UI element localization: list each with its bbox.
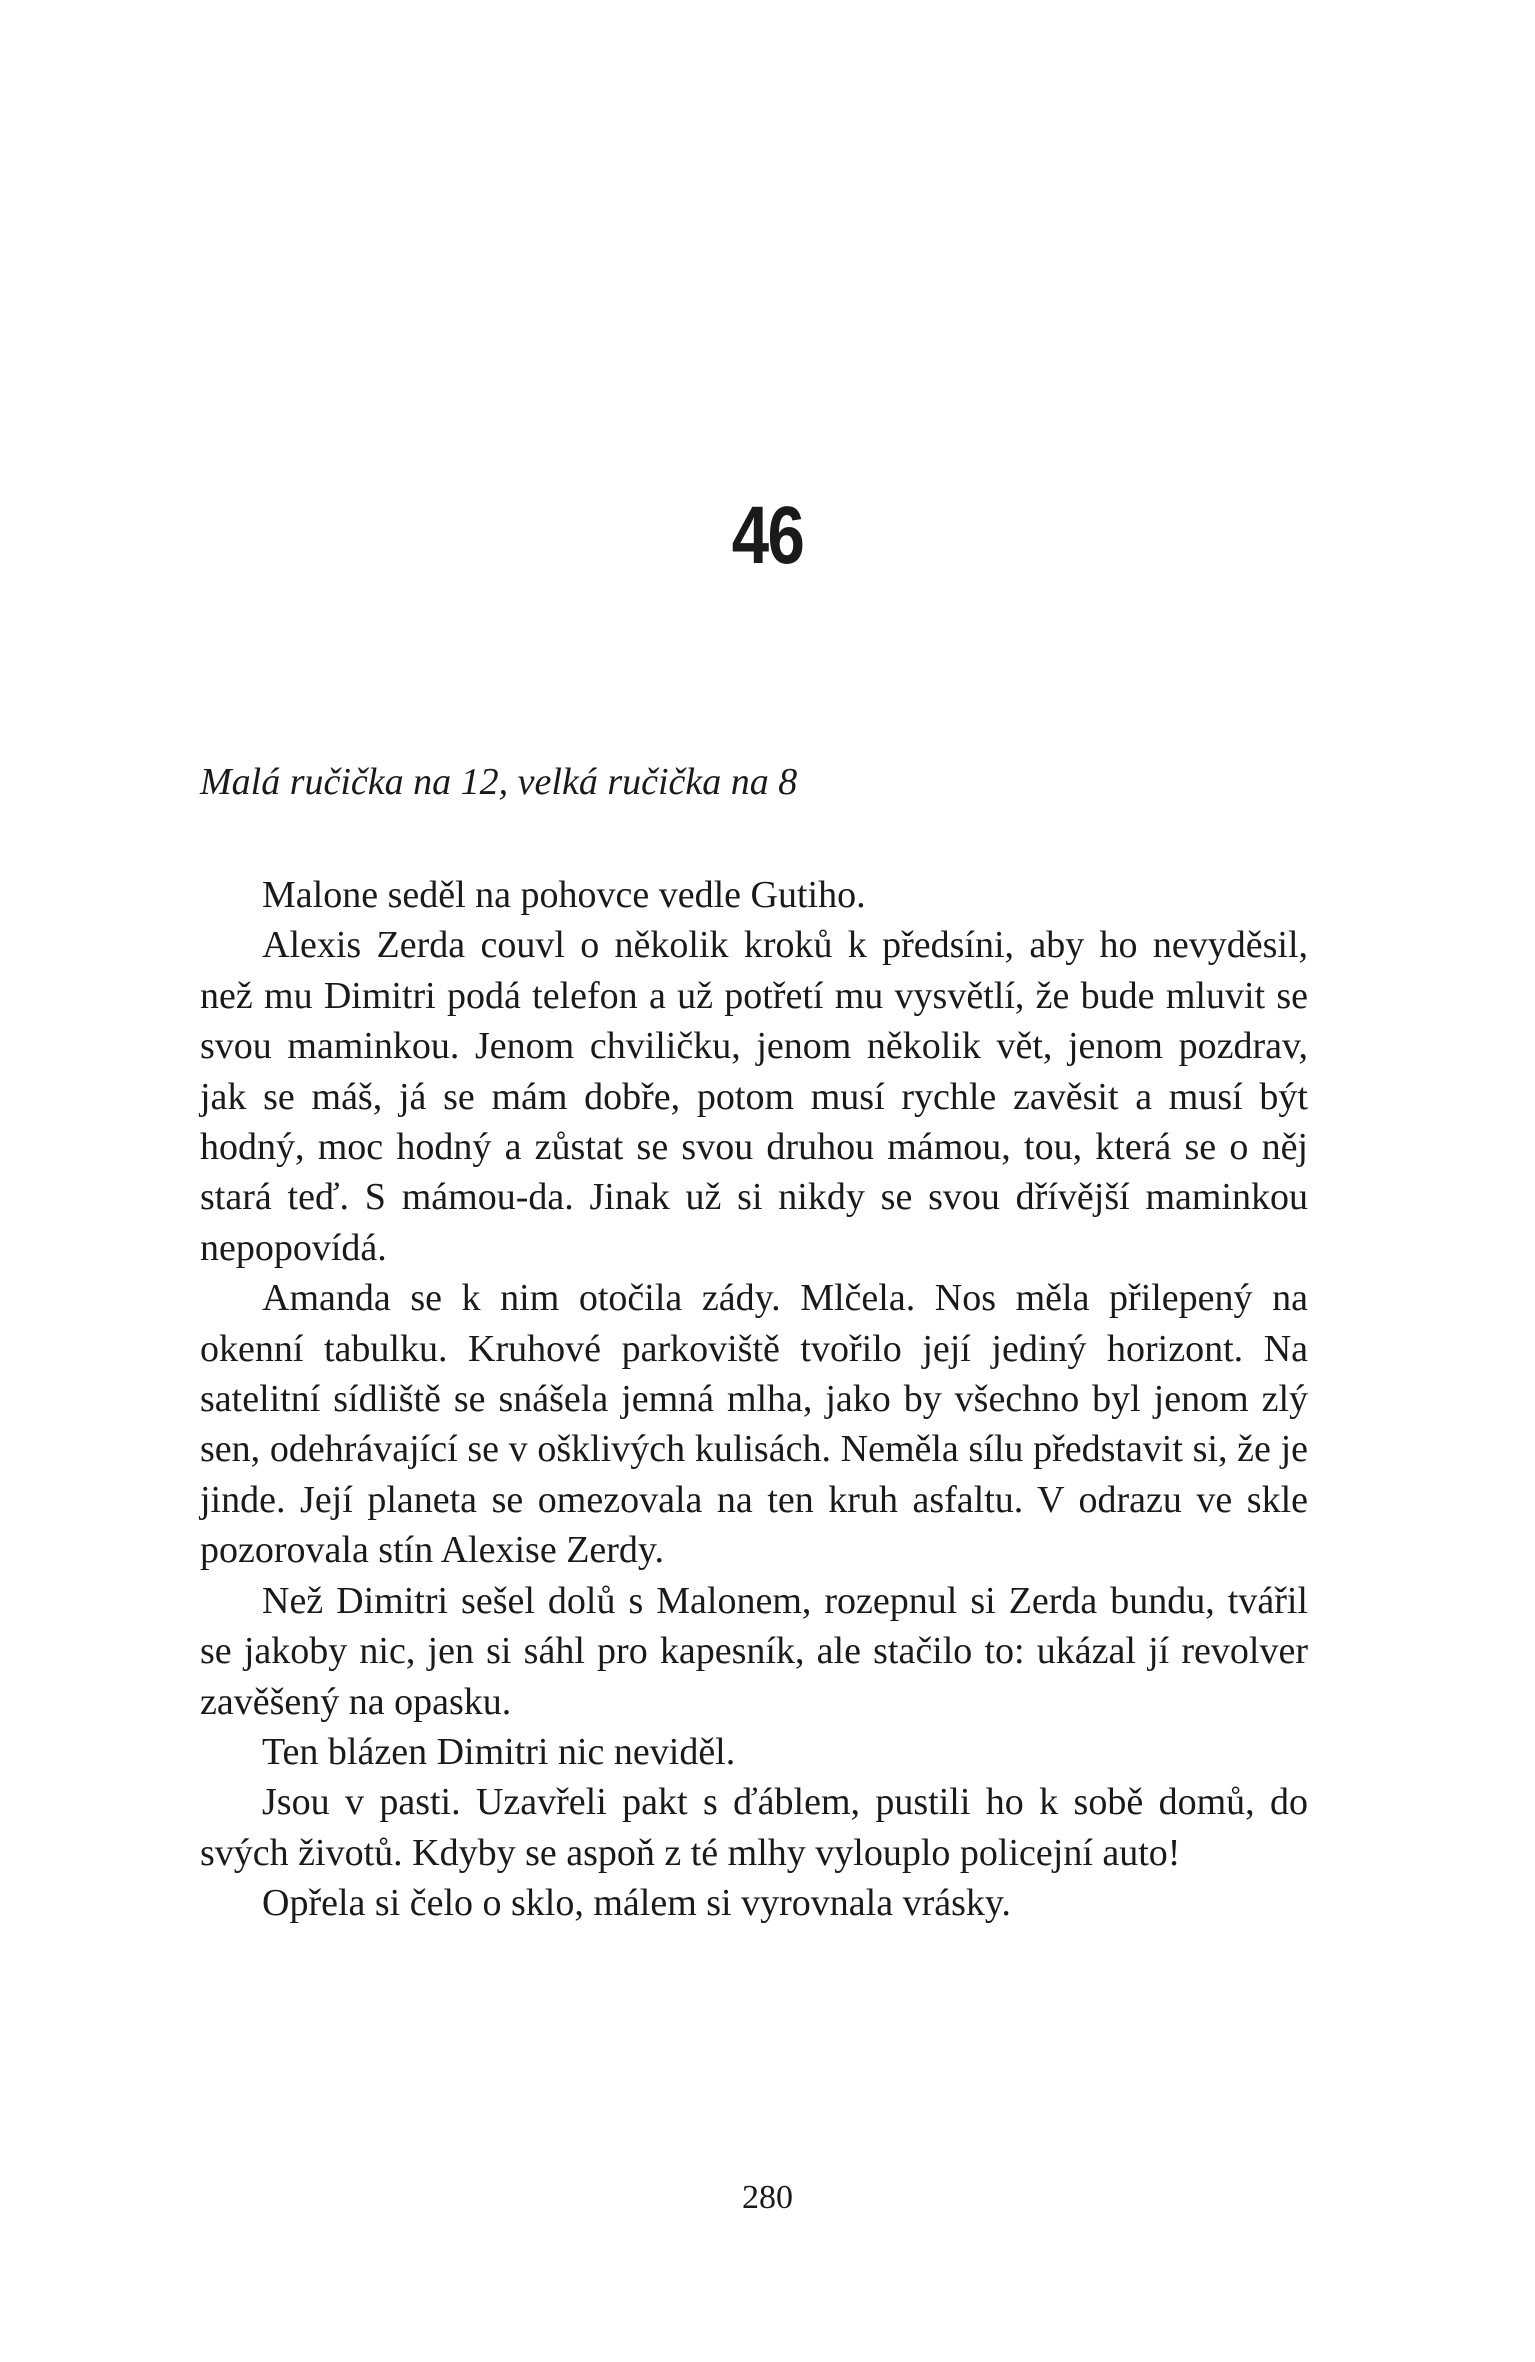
paragraph: Ten blázen Dimitri nic neviděl. (262, 1730, 736, 1773)
paragraph: Než Dimitri sešel dolů s Malonem, rozepnul si Zerda bundu, tvářil se jakoby nic, jen si sáhl pro kapesník, ale stačilo to: ukázal jí revolver zavěšený na opasku. (200, 1579, 1308, 1723)
chapter-number: 46 (731, 490, 804, 581)
paragraph: Alexis Zerda couvl o několik kroků k předsíni, aby ho nevyděsil, než mu Dimitri podá telefon a už potřetí mu vysvětlí, že bude mluvit se svou maminkou. Jenom chviličku, jenom několik vět, jenom pozdrav, jak se máš, já se mám dobře, potom musí rychle zavěsit a musí být hodný, moc hodný a zůstat se svou druhou mámou, tou, která se o něj stará teď. S mámou-da. Jinak už si nikdy se svou dřívější maminkou nepopovídá. (200, 924, 1308, 1269)
paragraph: Amanda se k nim otočila zády. Mlčela. Nos měla přilepený na okenní tabulku. Kruhové parkoviště tvořilo její jediný horizont. Na satelitní sídliště se snášela jemná mlha, jako by všechno byl jenom zlý sen, odehrávající se v ošklivých kulisách. Neměla sílu představit si, že je jinde. Její planeta se omezovala na ten kruh asfaltu. V odrazu ve skle pozorovala stín Alexise Zerdy. (200, 1277, 1308, 1572)
page-number: 280 (742, 2179, 793, 2216)
body-text (200, 870, 1308, 1929)
chapter-epigraph: Malá ručička na 12, velká ručička na 8 (200, 761, 798, 803)
paragraph: Jsou v pasti. Uzavřeli pakt s ďáblem, pustili ho k sobě domů, do svých životů. Kdyby se aspoň z té mlhy vylouplo policejní auto! (200, 1781, 1308, 1874)
paragraph: Opřela si čelo o sklo, málem si vyrovnala vrásky. (262, 1882, 1011, 1925)
paragraph: Malone seděl na pohovce vedle Gutiho. (262, 874, 866, 916)
